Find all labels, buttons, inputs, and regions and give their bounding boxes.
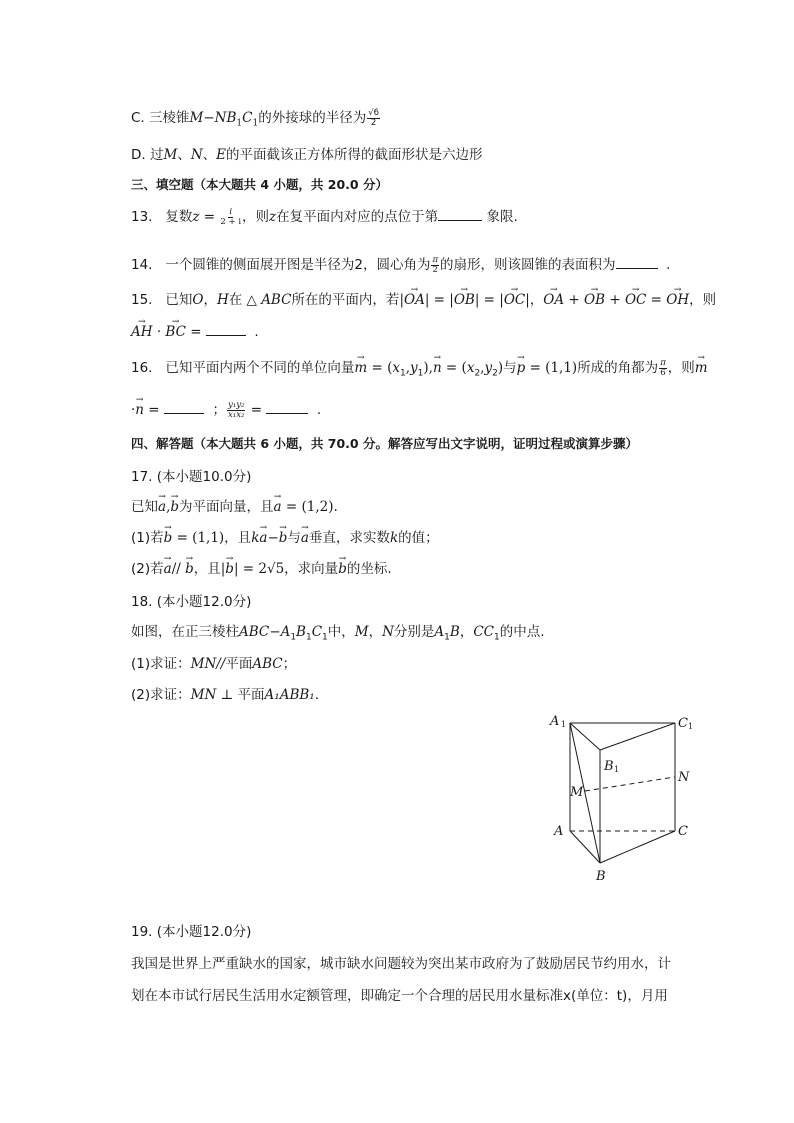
- section-3-heading: 三、填空题（本大题共 4 小题，共 20.0 分）: [131, 177, 388, 192]
- label-m: M: [570, 785, 584, 800]
- label-a1: A: [550, 714, 560, 729]
- label-c1-sub: 1: [688, 722, 694, 731]
- prism-figure: [540, 708, 710, 888]
- question-19-line2: 划在本市试行居民生活用水定额管理，即确定一个合理的居民用水量标准x(单位：t)，月用: [131, 988, 668, 1004]
- label-n: N: [678, 770, 690, 785]
- question-18-stem: 如图，在正三棱柱$ABC-A_1B_1C_1$中，M，N分别是$A_1B$，$CC_1$的中点.: [131, 624, 545, 643]
- answer-blank[interactable]: [438, 206, 482, 221]
- question-17-stem: 已知→ a,→ b为平面向量，且→ a = (1,2).: [131, 497, 338, 517]
- label-b: B: [596, 869, 606, 884]
- section-4-heading: 四、解答题（本大题共 6 小题，共 70.0 分。解答应写出文字说明，证明过程或演算步骤）: [131, 436, 638, 451]
- answer-blank[interactable]: [266, 399, 308, 414]
- question-15: 15. 已知O，H在 △ ABC所在的平面内，若|→ OA| = |→ OB| = |→ OC|，→ OA + → OB + → OC = → OH，则: [131, 290, 716, 310]
- question-18-header: 18. (本小题12.0分): [131, 594, 252, 610]
- question-13: 13. 复数z = $\frac{i}{2 + i}$ ，则z在复平面内对应的点位于第 象限.: [131, 206, 518, 227]
- question-17-part1: (1)若→ b = (1,1)，且k→ a−→ b与→ a垂直，求实数k的值；: [131, 528, 439, 548]
- question-19-header: 19. (本小题12.0分): [131, 924, 252, 940]
- label-a1-sub: 1: [561, 720, 567, 729]
- label-a: A: [554, 824, 564, 839]
- question-18-part1: (1)求证：MN//平面ABC；: [131, 656, 297, 672]
- edge-b1c1: [600, 723, 675, 750]
- question-17-part2: (2)若→ a// → b，且|→ b| = 2√5，求向量→ b的坐标.: [131, 559, 392, 579]
- question-16-line2: ·→ n = ； $\frac{\text{y₁y₂}}{\text{x₁x₂}}$ = .: [131, 399, 321, 420]
- answer-blank[interactable]: [616, 254, 658, 269]
- label-b1: B: [604, 759, 614, 774]
- label-c1: C: [678, 716, 688, 731]
- label-b1-sub: 1: [614, 765, 620, 774]
- option-d: D. 过M、N、E的平面截该正方体所得的截面形状是六边形: [131, 147, 483, 163]
- segment-mn: [585, 777, 675, 791]
- option-c: C. 三棱锥$M-NB_1C_1$的外接球的半径为 $\frac{√6}{2}$: [131, 107, 380, 129]
- question-17-header: 17. (本小题10.0分): [131, 469, 252, 485]
- label-c: C: [678, 824, 688, 839]
- edge-ab: [570, 831, 600, 863]
- edge-bc: [600, 831, 675, 863]
- answer-blank[interactable]: [164, 399, 204, 414]
- question-16: 16. 已知平面内两个不同的单位向量→ $m = (x_1,y_1),\to n = (x_2,y_2)$与→ p = (1,1)所成的角都为 $\frac{\pi}{6}$ ，则→ m: [131, 358, 708, 384]
- question-19-line1: 我国是世界上严重缺水的国家，城市缺水问题较为突出某市政府为了鼓励居民节约用水，计: [131, 956, 671, 972]
- answer-blank[interactable]: [206, 321, 246, 336]
- question-14: 14. 一个圆锥的侧面展开图是半径为2，圆心角为 $\frac{\pi}{2}$ 的扇形，则该圆锥的表面积为 .: [131, 254, 671, 275]
- question-15-line2: → AH · → BC = .: [131, 321, 259, 342]
- question-18-part2: (2)求证：MN ⊥ 平面A₁ABB₁.: [131, 687, 320, 703]
